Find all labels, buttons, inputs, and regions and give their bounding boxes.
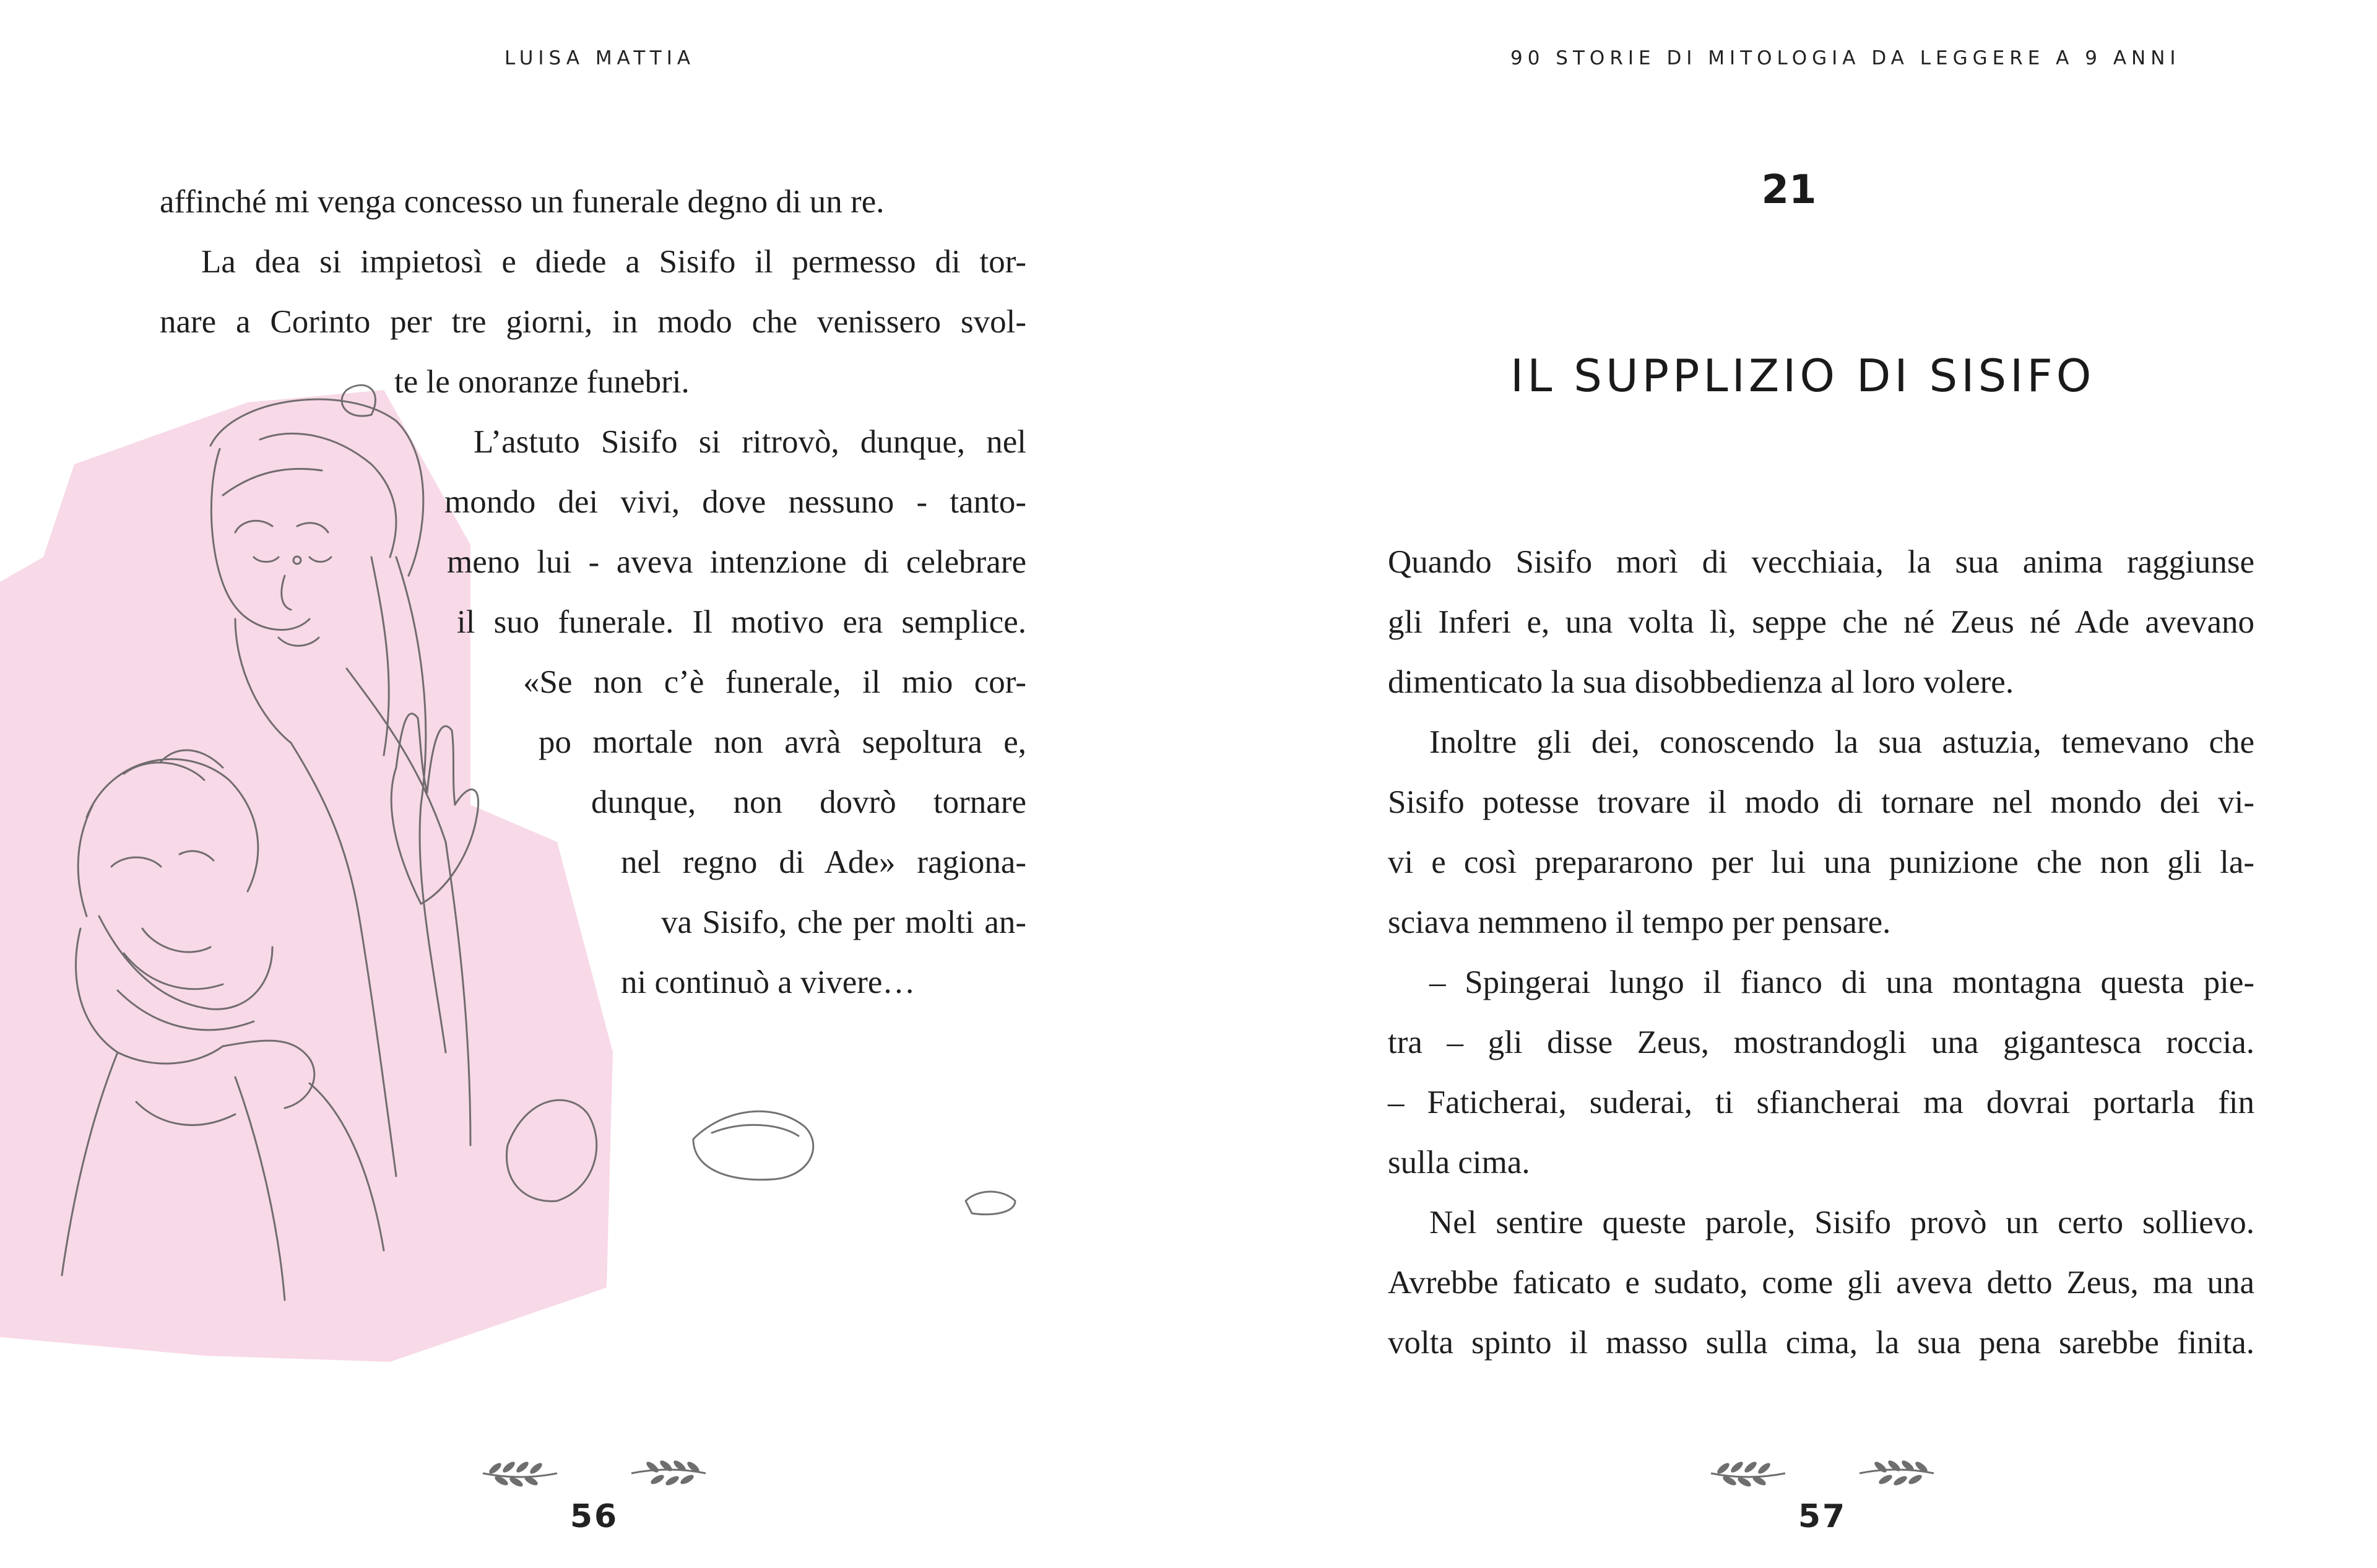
left-line-2: La dea si impietosì e diede a Sisifo il permesso di tor- — [201, 244, 1026, 280]
sisifo-goddess-illustration — [0, 371, 1052, 1393]
right-line-4: Inoltre gli dei, conoscendo la sua astuzia, temevano che — [1429, 724, 2254, 760]
left-line-14: ni continuò a vivere… — [621, 964, 916, 1000]
left-line-1: affinché mi venga concesso un funerale degno di un re. — [160, 184, 885, 220]
right-line-11: sulla cima. — [1388, 1145, 1530, 1180]
page-number-left: 56 — [569, 1498, 619, 1535]
chapter-title: IL SUPPLIZIO DI SISIFO — [1510, 350, 2095, 402]
right-line-3: dimenticato la sua disobbedienza al loro volere. — [1388, 664, 2014, 700]
right-line-5: Sisifo potesse trovare il modo di tornare nel mondo dei vi- — [1388, 784, 2254, 820]
right-line-2: gli Inferi e, una volta lì, seppe che né Zeus né Ade avevano — [1388, 604, 2254, 640]
left-line-9: «Se non c’è funerale, il mio cor- — [523, 664, 1026, 700]
pink-backdrop-shape — [0, 390, 613, 1362]
left-page — [0, 0, 1188, 1568]
right-line-14: volta spinto il masso sulla cima, la sua pena sarebbe finita. — [1388, 1325, 2254, 1361]
left-line-4: te le onoranze funebri. — [394, 364, 690, 400]
right-line-1: Quando Sisifo morì di vecchiaia, la sua anima raggiunse — [1388, 544, 2254, 580]
running-head-book-title: 90 STORIE DI MITOLOGIA DA LEGGERE A 9 ANNI — [1510, 47, 2181, 69]
right-line-7: sciava nemmeno il tempo per pensare. — [1388, 904, 1891, 940]
right-line-6: vi e così prepararono per lui una punizione che non gli la- — [1388, 844, 2254, 880]
chapter-number: 21 — [1761, 167, 1817, 213]
laurel-branch-icon — [470, 1449, 718, 1498]
left-line-10: po mortale non avrà sepoltura e, — [539, 724, 1026, 760]
page-number-right: 57 — [1798, 1498, 1847, 1535]
running-head-author: LUISA MATTIA — [504, 47, 696, 69]
right-line-10: – Faticherai, suderai, ti sfiancherai ma dovrai portarla fin — [1388, 1085, 2254, 1120]
left-line-7: meno lui - aveva intenzione di celebrare — [447, 544, 1026, 580]
right-line-8: – Spingerai lungo il fianco di una montagna questa pie- — [1429, 964, 2254, 1000]
left-line-11: dunque, non dovrò tornare — [591, 784, 1026, 820]
left-line-13: va Sisifo, che per molti an- — [661, 904, 1026, 940]
left-line-12: nel regno di Ade» ragiona- — [621, 844, 1026, 880]
right-line-12: Nel sentire queste parole, Sisifo provò un certo sollievo. — [1429, 1205, 2254, 1241]
left-line-5: L’astuto Sisifo si ritrovò, dunque, nel — [474, 424, 1026, 460]
left-line-8: il suo funerale. Il motivo era semplice. — [457, 604, 1026, 640]
right-line-13: Avrebbe faticato e sudato, come gli aveva detto Zeus, ma una — [1388, 1265, 2254, 1301]
left-line-3: nare a Corinto per tre giorni, in modo che venissero svol- — [160, 304, 1026, 340]
right-line-9: tra – gli disse Zeus, mostrandogli una gigantesca roccia. — [1388, 1024, 2254, 1060]
right-page — [1188, 0, 2377, 1568]
left-line-6: mondo dei vivi, dove nessuno - tanto- — [444, 484, 1026, 520]
laurel-branch-icon — [1699, 1449, 1946, 1498]
